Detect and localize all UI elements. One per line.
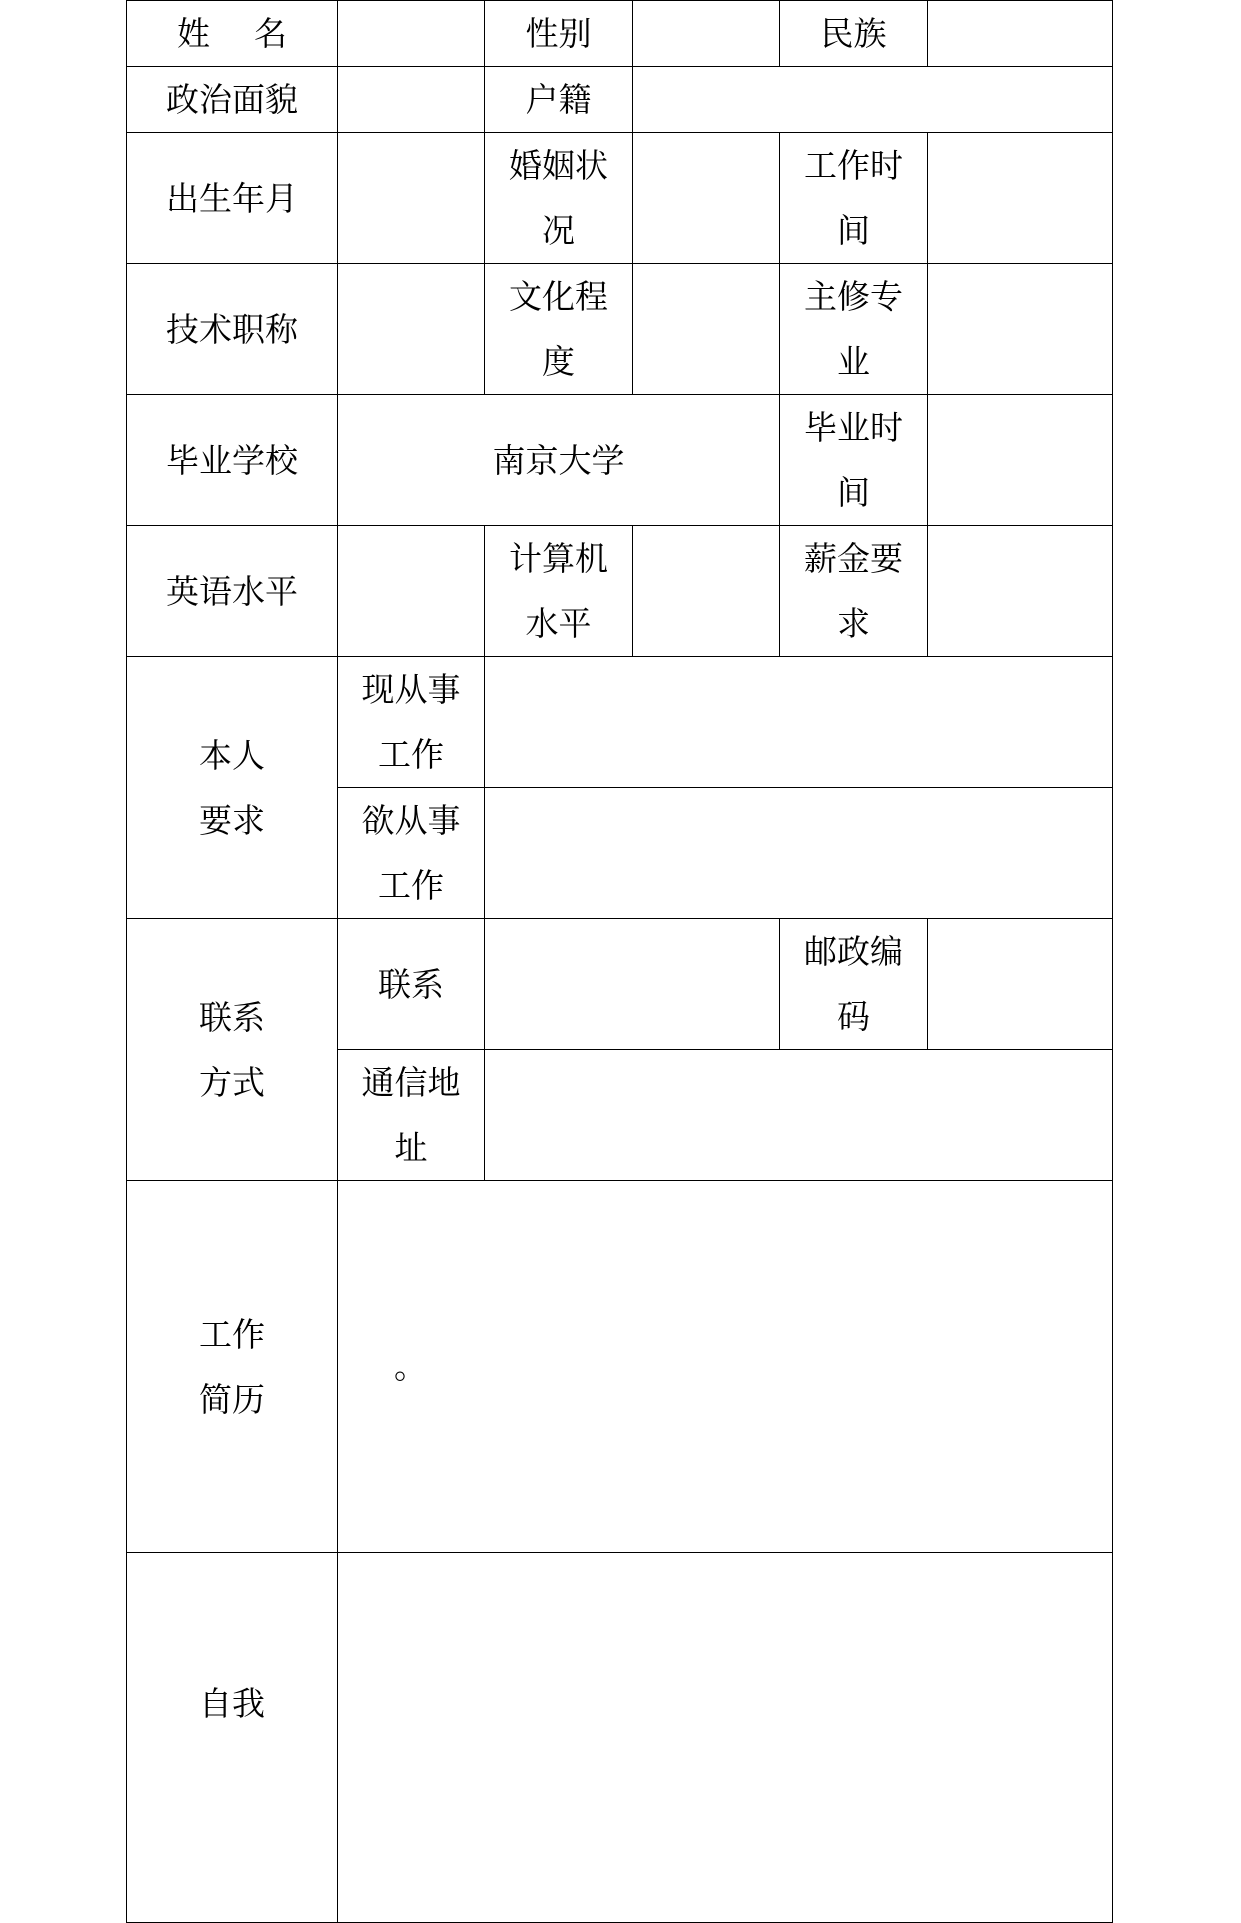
name-field[interactable] <box>338 1 485 67</box>
label-resume-line1: 工作 <box>199 1314 265 1354</box>
label-contact: 联系 <box>338 919 485 1050</box>
label-requirements <box>127 657 338 919</box>
label-resume <box>127 1181 338 1553</box>
label-address: 通信地址 <box>338 1050 485 1181</box>
label-contact-method <box>127 919 338 1181</box>
school-field[interactable]: 南京大学 <box>338 395 780 526</box>
education-field[interactable] <box>633 264 780 395</box>
label-work-time: 工作时间 <box>780 133 928 264</box>
label-major: 主修专业 <box>780 264 928 395</box>
current-work-field[interactable] <box>485 657 1113 788</box>
contact-field[interactable] <box>485 919 780 1050</box>
label-name-second: 名 <box>254 14 287 53</box>
label-contact-method-line1: 联系 <box>199 997 265 1037</box>
label-marital: 婚姻状况 <box>485 133 633 264</box>
grad-time-field[interactable] <box>928 395 1113 526</box>
salary-field[interactable] <box>928 526 1113 657</box>
marital-field[interactable] <box>633 133 780 264</box>
label-postcode: 邮政编码 <box>780 919 928 1050</box>
work-time-field[interactable] <box>928 133 1113 264</box>
label-salary: 薪金要求 <box>780 526 928 657</box>
resume-form-table <box>126 0 1113 1923</box>
label-self-eval <box>127 1553 338 1923</box>
label-gender: 性别 <box>485 1 633 67</box>
resume-field[interactable] <box>338 1181 1113 1553</box>
postcode-field[interactable] <box>928 919 1113 1050</box>
label-school: 毕业学校 <box>127 395 338 526</box>
label-grad-time: 毕业时间 <box>780 395 928 526</box>
label-english: 英语水平 <box>127 526 338 657</box>
label-ethnicity: 民族 <box>780 1 928 67</box>
political-field[interactable] <box>338 67 485 133</box>
label-requirements-line2: 要求 <box>199 800 265 840</box>
label-desired-work: 欲从事工作 <box>338 788 485 919</box>
label-education: 文化程度 <box>485 264 633 395</box>
gender-field[interactable] <box>633 1 780 67</box>
title-field[interactable] <box>338 264 485 395</box>
label-political: 政治面貌 <box>127 67 338 133</box>
computer-field[interactable] <box>633 526 780 657</box>
hukou-field[interactable] <box>633 67 1113 133</box>
birth-field[interactable] <box>338 133 485 264</box>
self-eval-field[interactable] <box>338 1553 1113 1923</box>
label-name-first: 姓 <box>177 14 210 53</box>
label-title: 技术职称 <box>127 264 338 395</box>
label-current-work: 现从事工作 <box>338 657 485 788</box>
label-computer: 计算机水平 <box>485 526 633 657</box>
label-requirements-line1: 本人 <box>199 735 265 775</box>
label-resume-line2: 简历 <box>199 1379 265 1419</box>
label-contact-method-line2: 方式 <box>199 1062 265 1102</box>
resume-text: 。 <box>394 1347 427 1386</box>
desired-work-field[interactable] <box>485 788 1113 919</box>
major-field[interactable] <box>928 264 1113 395</box>
label-birth: 出生年月 <box>127 133 338 264</box>
english-field[interactable] <box>338 526 485 657</box>
ethnicity-field[interactable] <box>928 1 1113 67</box>
label-hukou: 户籍 <box>485 67 633 133</box>
address-field[interactable] <box>485 1050 1113 1181</box>
label-self-eval-line1: 自我 <box>199 1684 265 1723</box>
label-name <box>127 1 338 67</box>
